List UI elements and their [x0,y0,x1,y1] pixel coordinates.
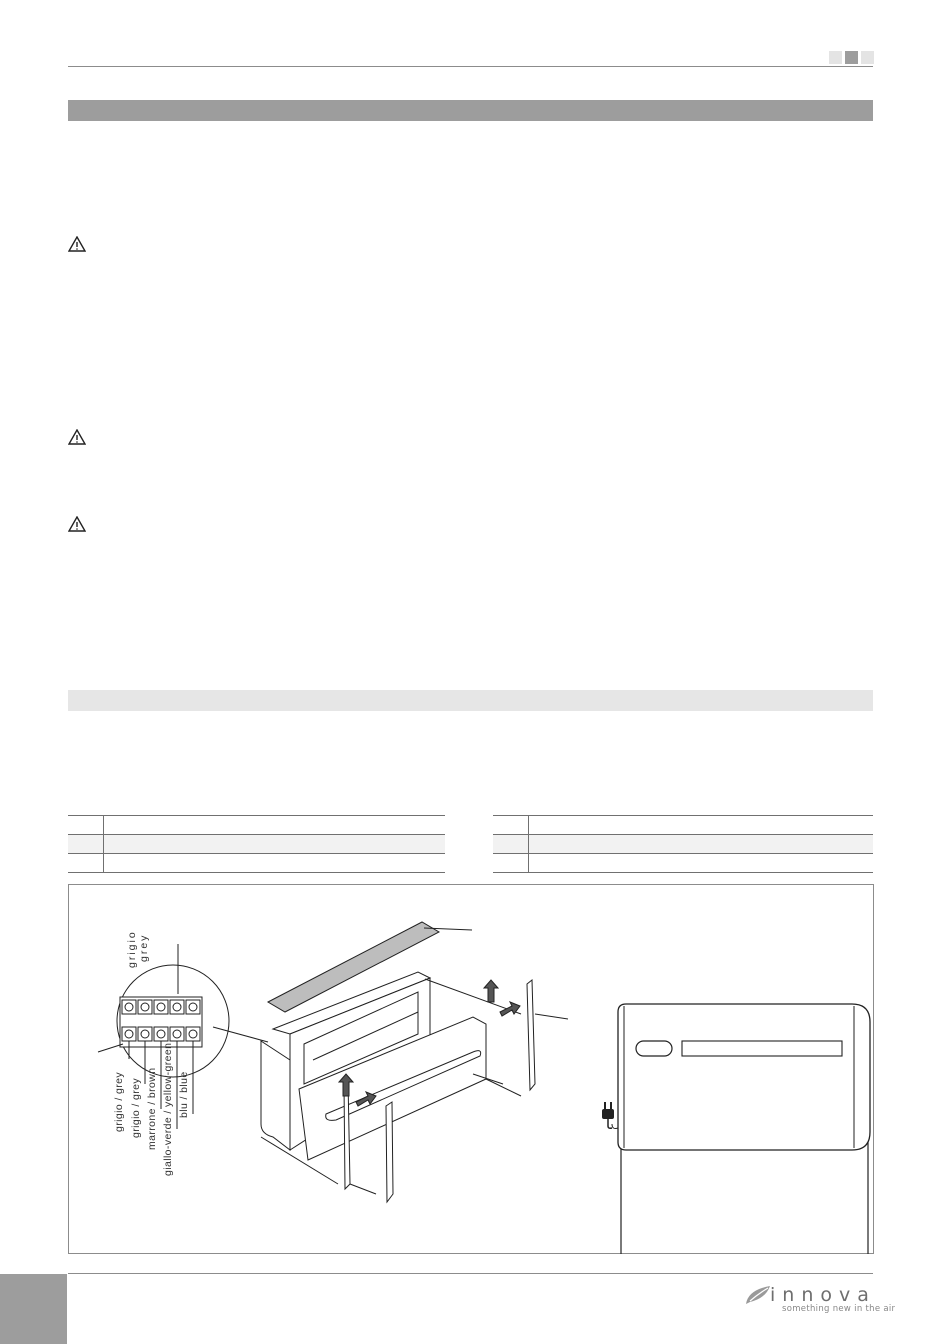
table-row [68,816,445,835]
table-row [68,835,445,854]
components-table-right [493,815,873,873]
section-tab-2-active [845,51,858,64]
wire-label-grey-2: grigio / grey [130,1077,142,1138]
table-row [68,854,445,873]
section-tab-1 [829,51,842,64]
front-view-unit [606,1000,874,1160]
wire-label-yellow-green: giallo-verde / yellow-green [162,1042,174,1176]
top-wire-label-it: grigio [126,930,138,968]
section-heading-bar [68,100,873,121]
wire-label-grey-1: grigio / grey [113,1071,125,1132]
page-number-tab [0,1274,67,1344]
table-row [493,816,873,835]
header-rule [68,66,873,67]
wire-label-brown: marrone / brown [146,1067,158,1150]
plug-icon [598,1099,618,1129]
table-row [493,835,873,854]
warning-triangle-icon [68,236,86,252]
brand-name: innova [770,1284,876,1306]
components-table-left [68,815,445,873]
warning-triangle-icon [68,429,86,445]
section-tab-3 [861,51,874,64]
wire-label-blue: blu / blue [178,1071,190,1118]
brand-slogan: something new in the air [782,1304,896,1314]
warning-triangle-icon [68,516,86,532]
footer-rule [68,1273,873,1274]
table-row [493,854,873,873]
top-wire-label-en: grey [138,933,150,962]
subsection-heading-bar [68,690,873,711]
